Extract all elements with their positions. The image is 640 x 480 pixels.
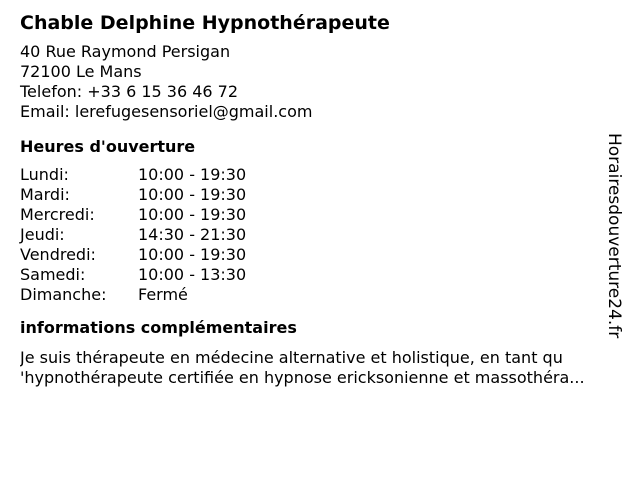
phone-number: Telefon: +33 6 15 36 46 72 (20, 82, 239, 101)
email-address: Email: lerefugesensoriel@gmail.com (20, 102, 313, 121)
day-label: Jeudi: (20, 225, 65, 244)
day-label: Samedi: (20, 265, 86, 284)
city-postal: 72100 Le Mans (20, 62, 142, 81)
description-line-1: Je suis thérapeute en médecine alternative et holistique, en tant qu (20, 348, 563, 367)
business-card (20, 10, 620, 388)
additional-info-heading: informations complémentaires (20, 318, 297, 337)
day-label: Vendredi: (20, 245, 96, 264)
opening-hours-heading: Heures d'ouverture (20, 137, 196, 156)
time-range: 10:00 - 19:30 (138, 165, 247, 184)
day-label: Dimanche: (20, 285, 107, 304)
time-range: 10:00 - 13:30 (138, 265, 247, 284)
day-label: Lundi: (20, 165, 69, 184)
time-range: 10:00 - 19:30 (138, 205, 247, 224)
description-line-2: 'hypnothérapeute certifiée en hypnose ericksonienne et massothéra... (20, 368, 585, 387)
hours-row-tuesday (20, 185, 246, 205)
hours-row-saturday (20, 265, 246, 285)
site-watermark: Horairesdouverture24.fr (604, 133, 624, 339)
opening-hours-table (20, 165, 246, 305)
time-range: 10:00 - 19:30 (138, 245, 247, 264)
time-range: 10:00 - 19:30 (138, 185, 247, 204)
address-block (20, 42, 620, 122)
time-range: 14:30 - 21:30 (138, 225, 247, 244)
day-label: Mercredi: (20, 205, 95, 224)
hours-row-sunday (20, 285, 246, 305)
hours-row-wednesday (20, 205, 246, 225)
day-label: Mardi: (20, 185, 70, 204)
business-name: Chable Delphine Hypnothérapeute (20, 12, 390, 34)
hours-row-friday (20, 245, 246, 265)
time-range: Fermé (138, 285, 188, 304)
hours-row-thursday (20, 225, 246, 245)
street-address: 40 Rue Raymond Persigan (20, 42, 231, 61)
hours-row-monday (20, 165, 246, 185)
